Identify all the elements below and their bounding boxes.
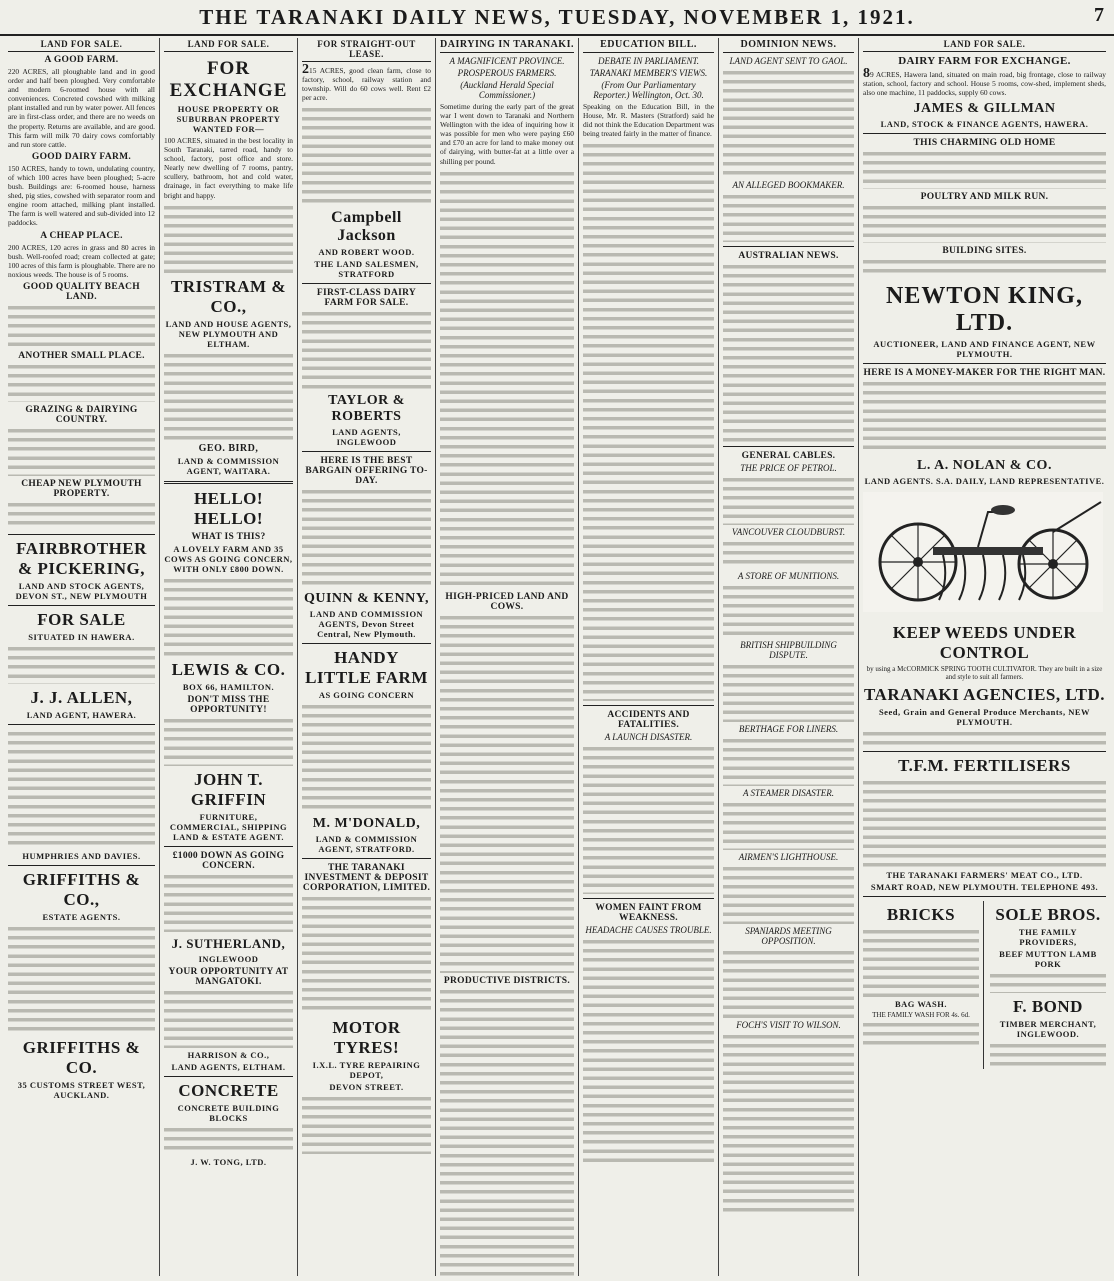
keep-weeds: KEEP WEEDS UNDER CONTROL	[892, 623, 1077, 663]
column-4	[436, 38, 579, 1276]
sole-text	[990, 971, 1106, 993]
col6-text-block	[723, 800, 854, 850]
column-2	[160, 38, 298, 1276]
motor-sub2: DEVON STREET.	[329, 1082, 404, 1093]
col5-text-block	[583, 937, 714, 1167]
dairying-sub3: (Auckland Herald Special Commissioner.)	[460, 80, 554, 100]
col7-para-1: 89 ACRES, Hawera land, situated on main road, big frontage, close to railway station, school, factory and school. House 5 rooms, cow-shed, implement sheds, also one machine, 11 paddocks, supply 60 cows.	[863, 66, 1106, 98]
col1-para-3: 200 ACRES, 120 acres in grass and 80 acres in bush. Well-roofed road; cream collected at gate; 100 acres of this farm is ploughable. There are no noxious weeds. The house is of 5 rooms.	[8, 242, 155, 279]
cables-sub6: A STEAMER DISASTER.	[742, 788, 835, 798]
education-sub2: TARANAKI MEMBER'S VIEWS.	[589, 68, 708, 78]
cables-sub1: THE PRICE OF PETROL.	[740, 463, 837, 473]
concrete-sub: CONCRETE BUILDING BLOCKS	[177, 1102, 280, 1123]
col1-heading-7: CHEAP NEW PLYMOUTH PROPERTY.	[21, 478, 142, 499]
col2-text-block	[164, 1125, 293, 1155]
col6-text-block	[723, 1032, 854, 1212]
newton-king-name: NEWTON KING, LTD.	[886, 283, 1083, 337]
accidents-sub: A LAUNCH DISASTER.	[604, 732, 693, 743]
col1-heading-6: GRAZING & DAIRYING COUNTRY.	[25, 404, 138, 425]
james-gillman-sub: LAND, STOCK & FINANCE AGENTS, HAWERA.	[880, 119, 1089, 130]
fairbrother-ad-name: FAIRBROTHER & PICKERING,	[16, 538, 147, 578]
headache-causes: HEADACHE CAUSES TROUBLE.	[585, 925, 712, 936]
bond-sub: TIMBER MERCHANT, INGLEWOOD.	[999, 1019, 1097, 1040]
education-sub3: (From Our Parliamentary Reporter.) Wellington, Oct. 30.	[593, 80, 704, 100]
col6-text-block	[723, 539, 854, 569]
col7-text-block	[863, 203, 1106, 243]
dairy-exchange: DAIRY FARM FOR EXCHANGE.	[898, 55, 1071, 67]
fairbrother-ad-sub: LAND AND STOCK AGENTS, DEVON ST., NEW PLYMOUTH	[15, 580, 148, 601]
col2-text-block	[164, 988, 293, 1048]
column-5	[579, 38, 719, 1276]
cables-sub7: AIRMEN'S LIGHTHOUSE.	[738, 852, 839, 862]
money-maker: HERE IS A MONEY-MAKER FOR THE RIGHT MAN.	[863, 368, 1106, 379]
griffiths-ad-sub: ESTATE AGENTS.	[42, 911, 121, 922]
campbell-ad-sub: AND ROBERT WOOD.	[318, 247, 415, 258]
taylor-ad-name: TAYLOR & ROBERTS	[328, 393, 405, 425]
lewis-ad-sub: BOX 66, HAMILTON.	[182, 681, 275, 692]
col6-text-block	[723, 864, 854, 924]
griffin-ad-name: JOHN T. GRIFFIN	[190, 769, 267, 809]
education-sub1: DEBATE IN PARLIAMENT.	[597, 56, 700, 66]
col6-text-block	[723, 583, 854, 638]
education-title: EDUCATION BILL.	[583, 38, 714, 53]
col1-heading-4: GOOD QUALITY BEACH LAND.	[23, 281, 140, 302]
col1-text-block	[8, 303, 155, 348]
for-sale-title: FOR SALE	[37, 609, 126, 629]
campbell-ad-name: Campbell Jackson	[331, 209, 402, 245]
col1-text-block	[8, 924, 155, 1034]
col2-text-block	[164, 351, 293, 441]
keep-weeds-sub: by using a McCORMICK SPRING TOOTH CULTIVATOR. They are built in a size and style to suit all farmers.	[866, 665, 1103, 682]
col6-text-block	[723, 662, 854, 722]
dont-miss: DON'T MISS THE OPPORTUNITY!	[187, 694, 270, 715]
for-sale-sub: SITUATED IN HAWERA.	[28, 631, 135, 642]
campbell-ad-sub2: THE LAND SALESMEN, STRATFORD	[314, 259, 419, 280]
nolan-ad-sub: LAND AGENTS. S.A. DAILY, LAND REPRESENTATIVE.	[864, 476, 1105, 487]
nolan-ad-name: L. A. NOLAN & CO.	[917, 458, 1052, 474]
motor-sub: I.X.L. TYRE REPAIRING DEPOT,	[312, 1060, 421, 1081]
col6-text-block	[723, 475, 854, 525]
first-class-dairy: FIRST-CLASS DAIRY FARM FOR SALE.	[316, 288, 417, 309]
griffiths-ad-name: GRIFFITHS & CO.,	[22, 869, 141, 909]
bond-title: F. BOND	[1013, 997, 1083, 1017]
col5-text-block	[583, 141, 714, 701]
col3-para-1: 215 ACRES, good clean farm, close to factory, school, railway station and township. Will do 60 cows well. Rent £2 per acre.	[302, 62, 431, 103]
bricks-title: BRICKS	[886, 905, 956, 925]
col1-header: LAND FOR SALE.	[8, 38, 155, 52]
sutherland-ad-name: J. SUTHERLAND,	[171, 935, 286, 951]
cultivator-illustration	[863, 492, 1106, 617]
col3-text-block	[302, 309, 431, 389]
tong-ad-name: J. W. TONG, LTD.	[190, 1156, 267, 1167]
col3-text-block	[302, 487, 431, 587]
col3-text-block	[302, 1094, 431, 1154]
col1-text-block	[8, 644, 155, 684]
james-gillman-name: JAMES & GILLMAN	[913, 101, 1056, 117]
allen-ad-sub: LAND AGENT, HAWERA.	[26, 709, 137, 720]
col7-text-block	[863, 379, 1106, 454]
opportunity: YOUR OPPORTUNITY AT MANGATOKI.	[168, 966, 289, 987]
col5-text-block	[583, 744, 714, 894]
col7-text-block	[863, 778, 1106, 868]
education-para-1: Speaking on the Education Bill, in the House, Mr. R. Masters (Stratford) said he did not think the Education Department was being treated fairly in the matter of finance.	[583, 102, 714, 139]
bottom-ads	[863, 901, 1106, 1069]
cables-sub8: SPANIARDS MEETING OPPOSITION.	[745, 926, 832, 946]
accidents-title: ACCIDENTS AND FATALITIES.	[607, 710, 690, 731]
col1-text-block	[8, 729, 155, 849]
australian-news: AUSTRALIAN NEWS.	[738, 251, 839, 261]
cables-sub4: BRITISH SHIPBUILDING DISPUTE.	[740, 640, 837, 660]
col3-text-block	[302, 105, 431, 205]
investment-ad: THE TARANAKI INVESTMENT & DEPOSIT CORPORATION, LIMITED.	[302, 863, 431, 894]
what-is-this: WHAT IS THIS?	[191, 531, 266, 542]
cables-sub5: BERTHAGE FOR LINERS.	[738, 724, 839, 734]
col3-text-block	[302, 702, 431, 812]
bag-text	[863, 1020, 979, 1048]
griffiths-ad-name-2: GRIFFITHS & CO.	[22, 1037, 141, 1077]
griffin-ad-sub: FURNITURE, COMMERCIAL, SHIPPING LAND & ESTATE AGENT.	[169, 811, 288, 842]
sole-sub: THE FAMILY PROVIDERS,	[1018, 927, 1078, 948]
dominion-title: DOMINION NEWS.	[723, 38, 854, 53]
for-exchange-sub: HOUSE PROPERTY OR SUBURBAN PROPERTY WANTED FOR—	[176, 104, 281, 134]
col1-heading-5: ANOTHER SMALL PLACE.	[18, 350, 145, 361]
columns	[4, 38, 1110, 1276]
women-faint: WOMEN FAINT FROM WEAKNESS.	[595, 903, 702, 924]
bird-ad-name: GEO. BIRD,	[198, 442, 259, 454]
col2-text-block	[164, 716, 293, 766]
newton-king-sub: AUCTIONEER, LAND AND FINANCE AGENT, NEW PLYMOUTH.	[873, 339, 1096, 360]
harrison-ad-name: HARRISON & CO.,	[187, 1049, 270, 1060]
tfm-title: T.F.M. FERTILISERS	[898, 756, 1071, 776]
col6-text-block	[723, 948, 854, 1018]
col1-heading-1: A GOOD FARM.	[44, 55, 119, 65]
col1-text-block	[8, 500, 155, 530]
masthead	[0, 0, 1114, 36]
taranaki-agencies-name: TARANAKI AGENCIES, LTD.	[863, 685, 1106, 705]
dairying-sub2: PROSPEROUS FARMERS.	[457, 68, 557, 78]
page-number: 7	[1094, 4, 1104, 26]
col7-text-block	[863, 729, 1106, 747]
high-priced-land: HIGH-PRICED LAND AND COWS.	[445, 591, 569, 612]
bag-wash: BAG WASH.	[894, 999, 948, 1010]
cables-sub2: VANCOUVER CLOUDBURST.	[731, 527, 846, 537]
col4-text-block	[440, 987, 574, 1276]
col2-text-block	[164, 576, 293, 656]
dairying-sub1: A MAGNIFICENT PROVINCE.	[449, 56, 565, 66]
bricks-text	[863, 927, 979, 997]
productive-districts: PRODUCTIVE DISTRICTS.	[443, 975, 571, 986]
lovely-farm: A LOVELY FARM AND 35 COWS AS GOING CONCERN, WITH ONLY £800 DOWN.	[164, 543, 293, 574]
poultry-run: POULTRY AND MILK RUN.	[920, 192, 1049, 203]
col1-heading-3: A CHEAP PLACE.	[40, 230, 123, 241]
dominion-sub1: LAND AGENT SENT TO GAOL.	[729, 56, 848, 66]
quinn-ad-name: QUINN & KENNY,	[303, 591, 430, 607]
column-3	[298, 38, 436, 1276]
column-1	[4, 38, 160, 1276]
quinn-ad-sub: LAND AND COMMISSION AGENTS, Devon Street Central, New Plymouth.	[309, 609, 424, 640]
charming-home: THIS CHARMING OLD HOME	[913, 138, 1056, 149]
allen-ad-name: J. J. ALLEN,	[30, 687, 133, 707]
cables-sub3: A STORE OF MUNITIONS.	[737, 571, 840, 581]
taylor-ad-sub: LAND AGENTS, INGLEWOOD	[332, 427, 401, 448]
lewis-ad-name: LEWIS & CO.	[171, 659, 286, 679]
general-cables: GENERAL CABLES.	[741, 451, 836, 461]
bird-ad-sub: LAND & COMMISSION AGENT, WAITARA.	[177, 455, 280, 476]
best-bargain: HERE IS THE BEST BARGAIN OFFERING TO-DAY.	[305, 456, 428, 487]
col1-text-block	[8, 426, 155, 476]
for-exchange-title: FOR EXCHANGE	[169, 58, 288, 101]
tristram-ad-sub: LAND AND HOUSE AGENTS, NEW PLYMOUTH AND ELTHAM.	[165, 318, 292, 349]
col3-text-block	[302, 894, 431, 1014]
sole-title: SOLE BROS.	[995, 905, 1101, 925]
mdonald-ad-name: M. M'DONALD,	[312, 816, 421, 832]
griffiths-ad-sub-2: 35 CUSTOMS STREET WEST, AUCKLAND.	[17, 1079, 146, 1100]
bricks-ad	[863, 901, 984, 1069]
col2-para-1: 100 ACRES, situated in the best locality in South Taranaki, tarred road, handy to school, factory, post office and store. Nearly new dwelling of 7 rooms, pantry, scullery, bathroom, hot and cold water, drainage, in fact everything to make life bright and happy.	[164, 136, 293, 200]
col2-text-block	[164, 872, 293, 932]
col1-text-block	[8, 362, 155, 402]
column-6	[719, 38, 859, 1276]
col2-header: LAND FOR SALE.	[164, 38, 293, 52]
cables-sub9: FOCH'S VISIT TO WILSON.	[736, 1020, 841, 1030]
col3-header: FOR STRAIGHT-OUT LEASE.	[302, 38, 431, 62]
cultivator-image	[863, 492, 1103, 612]
tfm-sub2: SMART ROAD, NEW PLYMOUTH. TELEPHONE 493.	[870, 882, 1099, 893]
col7-text-block	[863, 257, 1106, 277]
col1-para-2: 150 ACRES, handy to town, undulating country, of which 100 acres have been ploughed; 5-acre bush. Buildings are: 6-roomed house, harness shed, pig sties, cowshed with separator room and engine room attached, milking plant installed. The farm is well watered and sub-divided into 12 paddocks.	[8, 163, 155, 228]
col1-para-1: 220 ACRES, all ploughable land and in good order and half been ploughed. Very comfortable and modern 6-roomed house with all conveniences. Concreted cowshed with milking plant installed and run by water power. All fences are in first-class order, and there are no weeds on the property. Returns are available, and are good. This farm will milk 70 dairy cows comfortably and run store cattle.	[8, 67, 155, 149]
hello-title: HELLO! HELLO!	[193, 488, 264, 528]
concrete-title: CONCRETE	[178, 1080, 279, 1100]
sutherland-ad-sub: INGLEWOOD	[198, 953, 259, 964]
bag-wash-sub: THE FAMILY WASH FOR 4s. 6d.	[872, 1011, 970, 1020]
masthead-title: THE TARANAKI DAILY NEWS, TUESDAY, NOVEMBER 1, 1921.	[199, 4, 915, 29]
tfm-sub: THE TARANAKI FARMERS' MEAT CO., LTD.	[886, 870, 1083, 881]
bond-text	[990, 1041, 1106, 1069]
col7-text-block	[863, 149, 1106, 189]
taranaki-agencies-sub: Seed, Grain and General Produce Merchants, NEW PLYMOUTH.	[878, 707, 1091, 728]
col6-text-block	[723, 192, 854, 242]
col7-header: LAND FOR SALE.	[863, 38, 1106, 52]
sole-ad	[990, 901, 1106, 1069]
col6-text-block	[723, 262, 854, 442]
col4-text-block	[440, 169, 574, 589]
sole-items: BEEF MUTTON LAMB PORK	[999, 949, 1097, 970]
humphries-ad: HUMPHRIES AND DAVIES.	[22, 850, 141, 861]
handy-farm: HANDY LITTLE FARM	[305, 648, 428, 688]
harrison-ad-sub: LAND AGENTS, ELTHAM.	[171, 1061, 286, 1072]
col6-text-block	[723, 736, 854, 786]
dairying-para-1: Sometime during the early part of the great war I went down to Taranaki and Northern Wellington with the idea of inquiring how it was possible for men who were paying £60 and £70 an acre for land to make money out of dairying, with butter-fat at a little over a shilling per pound.	[440, 102, 574, 166]
mdonald-ad-sub: LAND & COMMISSION AGENT, STRATFORD.	[315, 834, 418, 855]
col6-text-block	[723, 68, 854, 178]
dominion-sub2: AN ALLEGED BOOKMAKER.	[732, 180, 845, 190]
col1-heading-2: GOOD DAIRY FARM.	[31, 151, 132, 162]
col4-text-block	[440, 613, 574, 973]
col2-text-block	[164, 203, 293, 273]
motor-tyres: MOTOR TYRES!	[332, 1018, 401, 1058]
handy-farm-sub: AS GOING CONCERN	[318, 690, 415, 701]
building-sites: BUILDING SITES.	[942, 246, 1027, 257]
column-7	[859, 38, 1110, 1276]
dairying-title: DAIRYING IN TARANAKI.	[440, 38, 574, 53]
tristram-ad-name: TRISTRAM & CO.,	[170, 276, 287, 316]
down-concern: £1000 DOWN AS GOING CONCERN.	[172, 850, 285, 871]
